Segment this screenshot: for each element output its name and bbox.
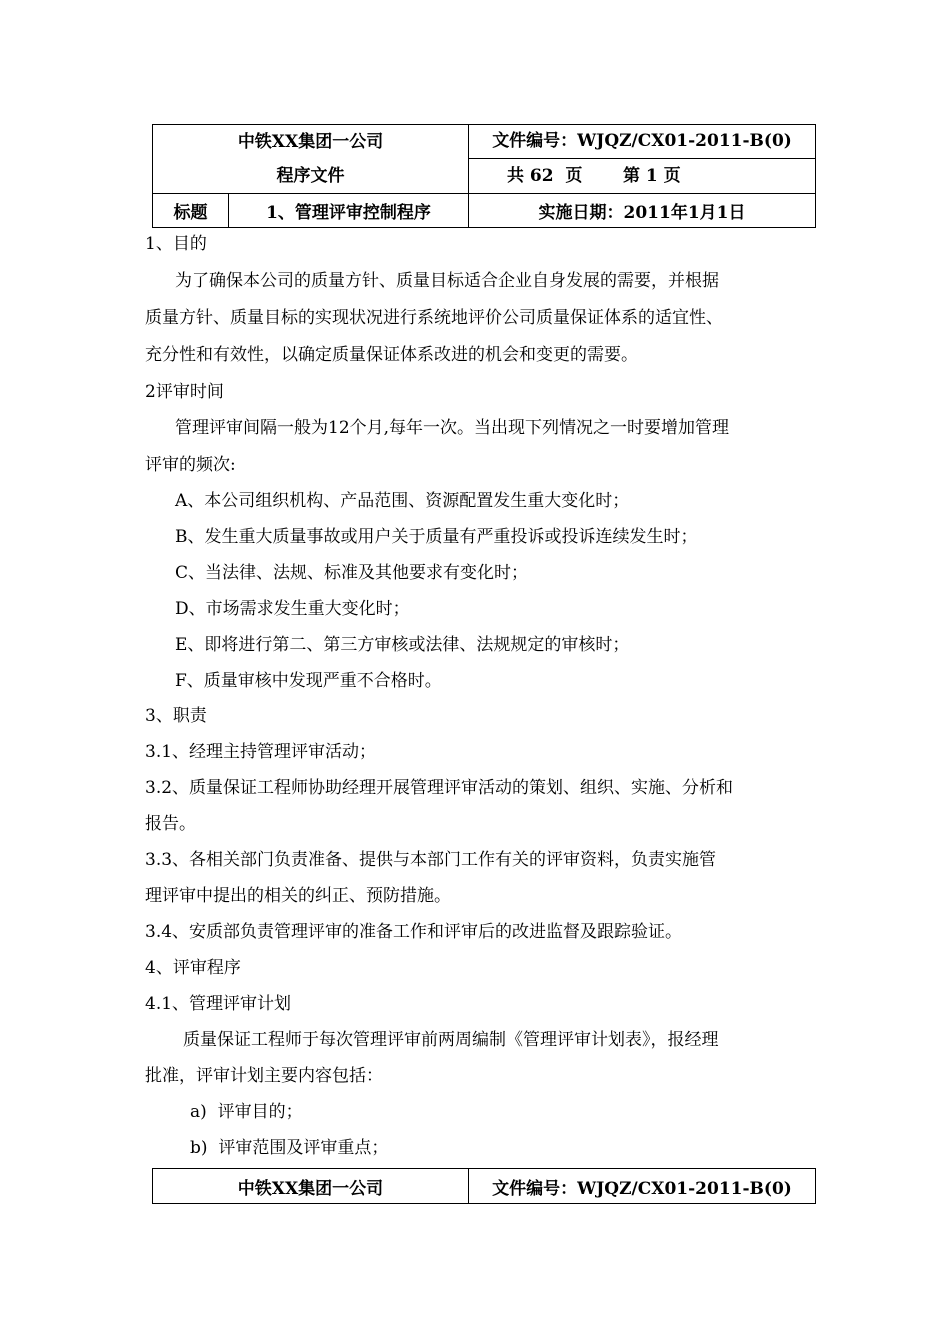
doc-type: 程序文件 (276, 166, 345, 186)
section-heading: 2评审时间 (145, 382, 224, 402)
doc-info-cell (469, 125, 816, 194)
list-item: E、即将进行第二、第三方审核或法律、法规规定的审核时； (175, 635, 630, 655)
company-name: 中铁XX集团一公司 (237, 132, 384, 152)
paragraph-line: 3.1、经理主持管理评审活动； (145, 742, 377, 762)
paragraph-line: 评审的频次: (145, 455, 236, 475)
company-cell (153, 125, 469, 194)
subsection-heading: 4.1、管理评审计划 (145, 994, 292, 1014)
paragraph-line: 为了确保本公司的质量方针、质量目标适合企业自身发展的需要，并根据 (175, 271, 719, 291)
paragraph-line: 质量保证工程师于每次管理评审前两周编制《管理评审计划表》，报经理 (183, 1030, 719, 1050)
paragraph-line: 充分性和有效性，以确定质量保证体系改进的机会和变更的需要。 (145, 345, 638, 365)
total-pages: 共 62 页 (507, 166, 583, 186)
list-item: b) 评审范围及评审重点； (190, 1138, 389, 1158)
document-header-table (152, 124, 816, 228)
paragraph-line: 报告。 (145, 814, 196, 834)
next-page-header-table (152, 1168, 816, 1204)
section-heading: 3、职责 (145, 706, 207, 726)
paragraph-line: 管理评审间隔一般为12个月,每年一次。当出现下列情况之一时要增加管理 (175, 418, 730, 438)
paragraph-line: 3.3、各相关部门负责准备、提供与本部门工作有关的评审资料，负责实施管 (145, 850, 717, 870)
list-item: a) 评审目的； (190, 1102, 303, 1122)
paragraph-line: 质量方针、质量目标的实现状况进行系统地评价公司质量保证体系的适宜性、 (145, 308, 723, 328)
doc-number: 文件编号：WJQZ/CX01-2011-B(0) (469, 1169, 816, 1204)
paragraph-line: 3.4、安质部负责管理评审的准备工作和评审后的改进监督及跟踪验证。 (145, 922, 683, 942)
doc-number: 文件编号：WJQZ/CX01-2011-B(0) (469, 125, 815, 159)
company-name: 中铁XX集团一公司 (153, 1169, 469, 1204)
page-number: 第 1 页 (622, 166, 681, 186)
page-count-row (469, 159, 815, 193)
effective-date: 实施日期：2011年1月1日 (469, 194, 816, 228)
section-heading: 1、目的 (145, 234, 207, 254)
doc-title: 1、管理评审控制程序 (229, 194, 469, 228)
list-item: F、质量审核中发现严重不合格时。 (175, 671, 442, 691)
list-item: D、市场需求发生重大变化时； (175, 599, 410, 619)
paragraph-line: 批准，评审计划主要内容包括： (145, 1066, 383, 1086)
section-heading: 4、评审程序 (145, 958, 241, 978)
paragraph-line: 3.2、质量保证工程师协助经理开展管理评审活动的策划、组织、实施、分析和 (145, 778, 734, 798)
list-item: C、当法律、法规、标准及其他要求有变化时； (175, 563, 529, 583)
paragraph-line: 理评审中提出的相关的纠正、预防措施。 (145, 886, 451, 906)
list-item: A、本公司组织机构、产品范围、资源配置发生重大变化时； (175, 491, 630, 511)
list-item: B、发生重大质量事故或用户关于质量有严重投诉或投诉连续发生时； (175, 527, 698, 547)
title-label: 标题 (153, 194, 229, 228)
